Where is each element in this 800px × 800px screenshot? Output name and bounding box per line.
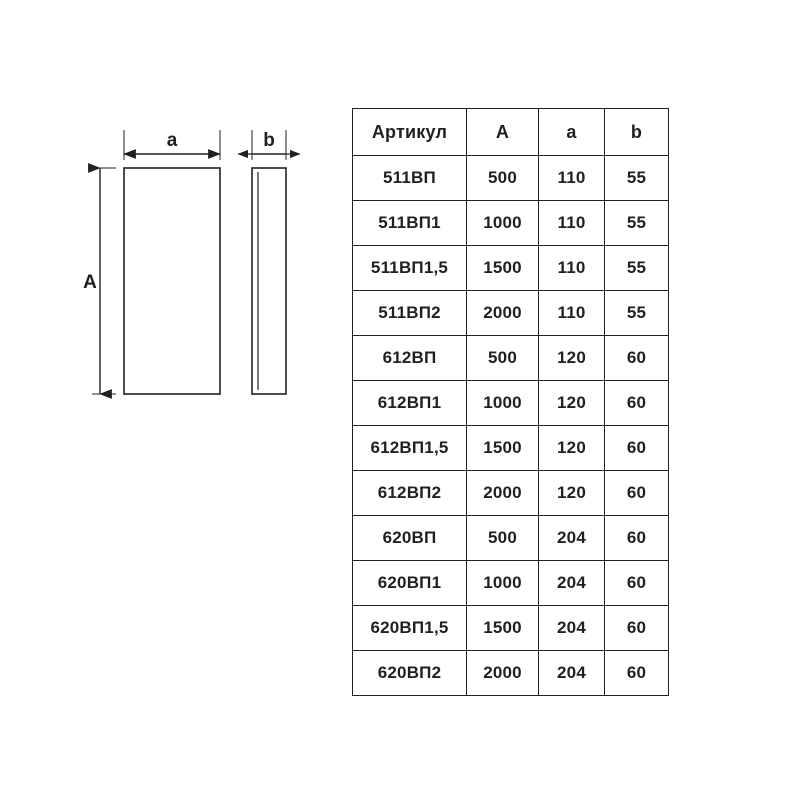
cell-a: 204 xyxy=(539,606,605,651)
cell-a: 110 xyxy=(539,156,605,201)
table-row xyxy=(353,561,669,606)
cell-A: 2000 xyxy=(467,651,539,696)
cell-b: 60 xyxy=(605,471,669,516)
table-row xyxy=(353,606,669,651)
front-view-outline xyxy=(124,168,220,394)
product-dimension-drawing xyxy=(0,0,350,800)
cell-A: 1500 xyxy=(467,246,539,291)
cell-A: 1000 xyxy=(467,381,539,426)
cell-b: 60 xyxy=(605,426,669,471)
cell-article: 612ВП1,5 xyxy=(353,426,467,471)
cell-article: 620ВП2 xyxy=(353,651,467,696)
cell-A: 2000 xyxy=(467,471,539,516)
table-row xyxy=(353,201,669,246)
cell-A: 1000 xyxy=(467,201,539,246)
cell-b: 60 xyxy=(605,336,669,381)
column-header-article: Артикул xyxy=(353,109,467,156)
cell-article: 620ВП1,5 xyxy=(353,606,467,651)
cell-A: 1500 xyxy=(467,426,539,471)
cell-b: 55 xyxy=(605,201,669,246)
cell-a: 110 xyxy=(539,201,605,246)
cell-a: 120 xyxy=(539,381,605,426)
table-row xyxy=(353,471,669,516)
column-header-A: A xyxy=(467,109,539,156)
cell-a: 120 xyxy=(539,426,605,471)
table-row xyxy=(353,156,669,201)
cell-article: 620ВП xyxy=(353,516,467,561)
cell-a: 110 xyxy=(539,246,605,291)
cell-article: 612ВП2 xyxy=(353,471,467,516)
column-header-b: b xyxy=(605,109,669,156)
label-A: A xyxy=(83,272,97,293)
side-view-outline xyxy=(252,168,286,394)
label-a: a xyxy=(166,130,178,151)
table-header-row xyxy=(353,109,669,156)
cell-article: 511ВП1 xyxy=(353,201,467,246)
cell-b: 55 xyxy=(605,246,669,291)
table-row xyxy=(353,336,669,381)
cell-a: 204 xyxy=(539,651,605,696)
cell-a: 120 xyxy=(539,471,605,516)
cell-A: 500 xyxy=(467,156,539,201)
cell-article: 511ВП2 xyxy=(353,291,467,336)
cell-b: 60 xyxy=(605,381,669,426)
cell-A: 2000 xyxy=(467,291,539,336)
cell-A: 500 xyxy=(467,516,539,561)
cell-a: 204 xyxy=(539,516,605,561)
cell-article: 511ВП xyxy=(353,156,467,201)
table-row xyxy=(353,426,669,471)
cell-b: 60 xyxy=(605,651,669,696)
column-header-a: a xyxy=(539,109,605,156)
spec-table-container xyxy=(352,108,668,696)
cell-article: 620ВП1 xyxy=(353,561,467,606)
cell-b: 60 xyxy=(605,561,669,606)
cell-b: 55 xyxy=(605,291,669,336)
cell-b: 55 xyxy=(605,156,669,201)
cell-a: 120 xyxy=(539,336,605,381)
cell-b: 60 xyxy=(605,516,669,561)
cell-article: 612ВП xyxy=(353,336,467,381)
cell-A: 1500 xyxy=(467,606,539,651)
cell-A: 500 xyxy=(467,336,539,381)
table-row xyxy=(353,291,669,336)
cell-A: 1000 xyxy=(467,561,539,606)
cell-article: 511ВП1,5 xyxy=(353,246,467,291)
table-row xyxy=(353,246,669,291)
table-row xyxy=(353,381,669,426)
cell-b: 60 xyxy=(605,606,669,651)
cell-article: 612ВП1 xyxy=(353,381,467,426)
cell-a: 204 xyxy=(539,561,605,606)
table-row xyxy=(353,651,669,696)
label-b: b xyxy=(263,130,275,151)
table-row xyxy=(353,516,669,561)
cell-a: 110 xyxy=(539,291,605,336)
spec-table xyxy=(352,108,669,696)
